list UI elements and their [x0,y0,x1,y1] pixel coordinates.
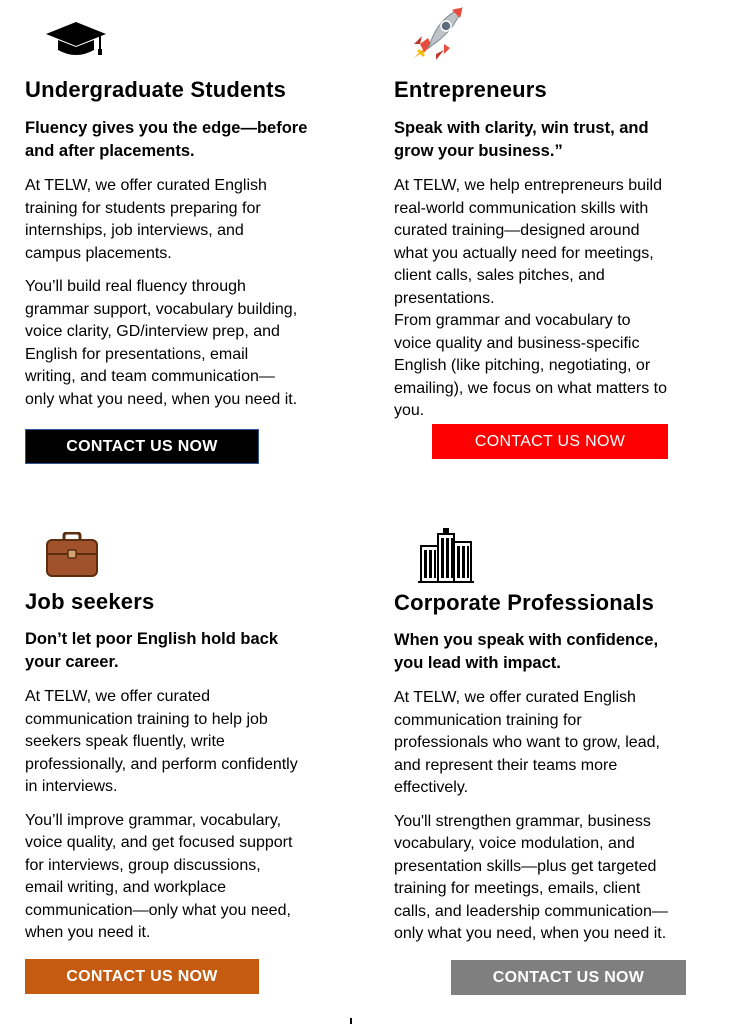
section-body [394,687,724,946]
section-tagline: Speak with clarity, win trust, and grow your business.” [394,119,649,160]
section-title: Job seekers [25,589,155,614]
section-body [25,175,355,411]
body-paragraph: From grammar and vocabulary to voice quality and business-specific English (like pitching, negotiating, or emailing), we focus on what matters to you. [394,312,668,419]
contact-us-button[interactable] [432,424,668,459]
section-tagline: When you speak with confidence, you lead with impact. [394,631,659,672]
contact-us-button[interactable] [451,960,686,995]
button-label: CONTACT US NOW [66,967,218,985]
section-title: Undergraduate Students [25,77,287,102]
body-paragraph: At TELW, we offer curated English communication training for professionals who want to grow, lead, and represent their teams more effectively. [394,689,660,796]
rocket-icon [408,4,468,67]
contact-us-button[interactable] [25,429,259,464]
office-buildings-icon [418,526,474,589]
body-paragraph: At TELW, we offer curated English training for students preparing for internships, job interviews, and campus placements. [25,177,267,262]
contact-us-button[interactable] [25,959,259,994]
body-paragraph: You’ll improve grammar, vocabulary, voice quality, and get focused support for interviews, group discussions, email writing, and workplace communication—only what you need, when you need it. [25,811,293,941]
button-label: CONTACT US NOW [492,968,645,986]
body-paragraph: At TELW, we help entrepreneurs build real-world communication skills with curated training—designed around what you actually need for meetings, client calls, sales pitches, and presentations. [394,177,662,307]
section-tagline: Don’t let poor English hold back your career. [25,630,279,671]
button-label: CONTACT US NOW [66,437,218,455]
section-body [394,175,724,423]
body-paragraph: You'll strengthen grammar, business vocabulary, voice modulation, and presentation skills—plus get targeted training for meetings, emails, client calls, and leadership communication— only what you need, when you need it. [394,812,668,942]
page-marker [350,1018,352,1024]
body-paragraph: At TELW, we offer curated communication training to help job seekers speak fluently, write professionally, and perform confidently in interviews. [25,688,298,795]
briefcase-icon [45,532,99,583]
graduation-cap-icon [45,20,107,65]
section-title: Corporate Professionals [394,590,655,615]
body-paragraph: You’ll build real fluency through grammar support, vocabulary building, voice clarity, GD/interview prep, and English for presentations, email writing, and team communication— only what you need, when you need it. [25,278,298,408]
section-body [25,686,355,945]
section-tagline: Fluency gives you the edge—before and after placements. [25,119,308,160]
section-title: Entrepreneurs [394,77,547,102]
button-label: CONTACT US NOW [474,432,626,450]
